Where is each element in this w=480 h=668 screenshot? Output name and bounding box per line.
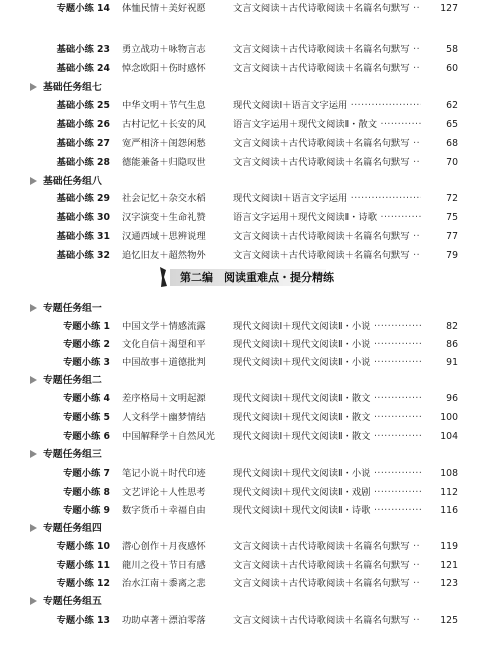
entry-description: 文言文阅读＋古代诗歌阅读＋名篇名句默写 ····· bbox=[233, 538, 422, 556]
entry-label: 基础小练 28 bbox=[56, 157, 110, 168]
entry-page-number: 86 bbox=[421, 336, 458, 354]
toc-entry[interactable] bbox=[0, 228, 480, 246]
entry-label: 专题小练 7 bbox=[63, 468, 110, 479]
entry-topic: 社会记忆＋杂交水稻 bbox=[122, 193, 206, 204]
entry-label: 基础小练 24 bbox=[56, 63, 110, 74]
entry-description: 现代文阅读Ⅰ＋现代文阅读Ⅱ・戏剧 ····· bbox=[233, 484, 422, 502]
entry-label: 专题小练 5 bbox=[63, 412, 110, 423]
brush-mark-icon bbox=[158, 266, 168, 288]
entry-topic: 体恤民情＋美好祝愿 bbox=[122, 3, 206, 14]
entry-page-number: 116 bbox=[421, 502, 458, 520]
entry-description: 文言文阅读＋古代诗歌阅读＋名篇名句默写 ····· bbox=[233, 612, 422, 630]
entry-topic: 悼念欧阳＋伤时感怀 bbox=[122, 63, 206, 74]
entry-description: 现代文阅读Ⅰ＋现代文阅读Ⅱ・散文 ····· bbox=[233, 409, 422, 427]
entry-topic: 差序格局＋文明起源 bbox=[122, 393, 206, 404]
entry-page-number: 104 bbox=[421, 428, 458, 446]
task-group-heading bbox=[30, 593, 102, 611]
entry-page-number: 75 bbox=[421, 209, 458, 227]
entry-topic: 人文科学＋幽梦情结 bbox=[122, 412, 206, 423]
toc-entry[interactable] bbox=[0, 612, 480, 630]
entry-label: 专题小练 3 bbox=[63, 357, 110, 368]
triangle-bullet-icon bbox=[30, 83, 37, 91]
entry-description: 文言文阅读＋古代诗歌阅读＋名篇名句默写 ····· bbox=[233, 557, 422, 575]
entry-description: 文言文阅读＋古代诗歌阅读＋名篇名句默写 ····· bbox=[233, 228, 422, 246]
entry-page-number: 91 bbox=[421, 354, 458, 372]
entry-label: 专题小练 2 bbox=[63, 339, 110, 350]
toc-entry[interactable] bbox=[0, 575, 480, 593]
triangle-bullet-icon bbox=[30, 376, 37, 384]
entry-label: 专题小练 11 bbox=[56, 560, 110, 571]
entry-label: 专题小练 9 bbox=[63, 505, 110, 516]
entry-page-number: 79 bbox=[421, 247, 458, 265]
task-group-title: 专题任务组三 bbox=[43, 449, 102, 460]
toc-entry[interactable] bbox=[0, 247, 480, 265]
toc-entry[interactable] bbox=[0, 318, 480, 336]
entry-description: 语言文字运用＋现代文阅读Ⅱ・散文 ····· bbox=[233, 116, 422, 134]
triangle-bullet-icon bbox=[30, 597, 37, 605]
task-group-heading bbox=[30, 173, 102, 191]
section-banner bbox=[158, 266, 334, 288]
entry-topic: 勇立战功＋咏物言志 bbox=[122, 44, 206, 55]
entry-label: 专题小练 6 bbox=[63, 431, 110, 442]
entry-description: 现代文阅读Ⅰ＋现代文阅读Ⅱ・小说 ····· bbox=[233, 336, 422, 354]
entry-description: 现代文阅读Ⅰ＋现代文阅读Ⅱ・小说 ····· bbox=[233, 465, 422, 483]
toc-entry[interactable] bbox=[0, 97, 480, 115]
triangle-bullet-icon bbox=[30, 524, 37, 532]
toc-entry[interactable] bbox=[0, 409, 480, 427]
entry-description: 现代文阅读Ⅰ＋语言文字运用 ····· bbox=[233, 97, 422, 115]
entry-description: 现代文阅读Ⅰ＋现代文阅读Ⅱ・诗歌 ····· bbox=[233, 502, 422, 520]
triangle-bullet-icon bbox=[30, 450, 37, 458]
triangle-bullet-icon bbox=[30, 177, 37, 185]
task-group-heading bbox=[30, 446, 102, 464]
entry-label: 基础小练 30 bbox=[56, 212, 110, 223]
entry-page-number: 123 bbox=[421, 575, 458, 593]
entry-label: 专题小练 8 bbox=[63, 487, 110, 498]
entry-label: 基础小练 32 bbox=[56, 250, 110, 261]
entry-page-number: 62 bbox=[421, 97, 458, 115]
entry-topic: 文化自信＋渴望和平 bbox=[122, 339, 206, 350]
entry-label: 基础小练 23 bbox=[56, 44, 110, 55]
task-group-title: 专题任务组二 bbox=[43, 375, 102, 386]
entry-topic: 中华文明＋节气生息 bbox=[122, 100, 206, 111]
entry-label: 基础小练 27 bbox=[56, 138, 110, 149]
toc-entry[interactable] bbox=[0, 116, 480, 134]
task-group-title: 专题任务组一 bbox=[43, 303, 102, 314]
entry-page-number: 100 bbox=[421, 409, 458, 427]
task-group-heading bbox=[30, 79, 102, 97]
entry-description: 语言文字运用＋现代文阅读Ⅱ・诗歌 ····· bbox=[233, 209, 422, 227]
entry-description: 文言文阅读＋古代诗歌阅读＋名篇名句默写 ····· bbox=[233, 41, 422, 59]
toc-entry[interactable] bbox=[0, 60, 480, 78]
entry-label: 基础小练 26 bbox=[56, 119, 110, 130]
task-group-title: 专题任务组四 bbox=[43, 523, 102, 534]
entry-description: 现代文阅读Ⅰ＋现代文阅读Ⅱ・小说 ····· bbox=[233, 318, 422, 336]
entry-description: 现代文阅读Ⅰ＋现代文阅读Ⅱ・散文 ····· bbox=[233, 390, 422, 408]
entry-topic: 治水江南＋黍离之悲 bbox=[122, 578, 206, 589]
entry-page-number: 68 bbox=[421, 135, 458, 153]
toc-entry[interactable] bbox=[0, 465, 480, 483]
toc-entry[interactable] bbox=[0, 209, 480, 227]
toc-entry[interactable] bbox=[0, 41, 480, 59]
entry-topic: 文艺评论＋人性思考 bbox=[122, 487, 206, 498]
entry-page-number: 58 bbox=[421, 41, 458, 59]
task-group-title: 专题任务组五 bbox=[43, 596, 102, 607]
triangle-bullet-icon bbox=[30, 304, 37, 312]
task-group-heading bbox=[30, 300, 102, 318]
toc-entry[interactable] bbox=[0, 336, 480, 354]
entry-page-number: 65 bbox=[421, 116, 458, 134]
toc-entry[interactable] bbox=[0, 190, 480, 208]
entry-page-number: 112 bbox=[421, 484, 458, 502]
entry-page-number: 121 bbox=[421, 557, 458, 575]
entry-label: 基础小练 25 bbox=[56, 100, 110, 111]
entry-page-number: 108 bbox=[421, 465, 458, 483]
entry-topic: 功助卓著＋漂泊零落 bbox=[122, 615, 206, 626]
entry-page-number: 125 bbox=[421, 612, 458, 630]
entry-description: 文言文阅读＋古代诗歌阅读＋名篇名句默写 ····· bbox=[233, 154, 422, 172]
toc-entry[interactable] bbox=[0, 502, 480, 520]
entry-description: 现代文阅读Ⅰ＋语言文字运用 ····· bbox=[233, 190, 422, 208]
toc-entry[interactable] bbox=[0, 390, 480, 408]
entry-page-number: 119 bbox=[421, 538, 458, 556]
entry-description: 文言文阅读＋古代诗歌阅读＋名篇名句默写 ····· bbox=[233, 575, 422, 593]
entry-topic: 德能兼备＋归隐叹世 bbox=[122, 157, 206, 168]
toc-entry[interactable] bbox=[0, 484, 480, 502]
entry-description: 现代文阅读Ⅰ＋现代文阅读Ⅱ・小说 ····· bbox=[233, 354, 422, 372]
entry-description: 文言文阅读＋古代诗歌阅读＋名篇名句默写 ····· bbox=[233, 247, 422, 265]
entry-label: 专题小练 12 bbox=[56, 578, 110, 589]
entry-page-number: 70 bbox=[421, 154, 458, 172]
entry-topic: 潜心创作＋月夜感怀 bbox=[122, 541, 206, 552]
entry-description: 文言文阅读＋古代诗歌阅读＋名篇名句默写 ····· bbox=[233, 60, 422, 78]
toc-entry[interactable] bbox=[0, 428, 480, 446]
task-group-title: 基础任务组七 bbox=[43, 82, 102, 93]
entry-topic: 汉通西域＋思辨说理 bbox=[122, 231, 206, 242]
entry-label: 专题小练 14 bbox=[56, 3, 110, 14]
entry-topic: 汉字演变＋生命礼赞 bbox=[122, 212, 206, 223]
entry-topic: 数字货币＋幸福自由 bbox=[122, 505, 206, 516]
entry-label: 专题小练 13 bbox=[56, 615, 110, 626]
entry-description: 文言文阅读＋古代诗歌阅读＋名篇名句默写 ····· bbox=[233, 135, 422, 153]
toc-entry[interactable] bbox=[0, 538, 480, 556]
entry-label: 专题小练 10 bbox=[56, 541, 110, 552]
task-group-title: 基础任务组八 bbox=[43, 176, 102, 187]
entry-label: 基础小练 29 bbox=[56, 193, 110, 204]
entry-page-number: 127 bbox=[421, 0, 458, 18]
entry-topic: 笔记小说＋时代印迹 bbox=[122, 468, 206, 479]
entry-page-number: 96 bbox=[421, 390, 458, 408]
entry-page-number: 72 bbox=[421, 190, 458, 208]
task-group-heading bbox=[30, 372, 102, 390]
entry-label: 专题小练 4 bbox=[63, 393, 110, 404]
toc-entry[interactable] bbox=[0, 0, 480, 18]
entry-page-number: 82 bbox=[421, 318, 458, 336]
entry-topic: 中国故事＋道德批判 bbox=[122, 357, 206, 368]
entry-topic: 中国文学＋情感流露 bbox=[122, 321, 206, 332]
toc-entry[interactable] bbox=[0, 154, 480, 172]
entry-page-number: 77 bbox=[421, 228, 458, 246]
toc-entry[interactable] bbox=[0, 557, 480, 575]
entry-topic: 中国解释学＋自然风光 bbox=[122, 431, 215, 442]
entry-topic: 古村记忆＋长安的风 bbox=[122, 119, 206, 130]
entry-label: 专题小练 1 bbox=[63, 321, 110, 332]
entry-page-number: 60 bbox=[421, 60, 458, 78]
entry-topic: 宽严相济＋闺怨闲愁 bbox=[122, 138, 206, 149]
section-title: 第二编 阅读重难点・提分精练 bbox=[180, 271, 334, 284]
toc-entry[interactable] bbox=[0, 354, 480, 372]
toc-entry[interactable] bbox=[0, 135, 480, 153]
task-group-heading bbox=[30, 520, 102, 538]
entry-description: 文言文阅读＋古代诗歌阅读＋名篇名句默写 ····· bbox=[233, 0, 422, 18]
entry-topic: 龍川之役＋节日有感 bbox=[122, 560, 206, 571]
entry-description: 现代文阅读Ⅰ＋现代文阅读Ⅱ・散文 ····· bbox=[233, 428, 422, 446]
entry-topic: 追忆旧友＋超然物外 bbox=[122, 250, 206, 261]
entry-label: 基础小练 31 bbox=[56, 231, 110, 242]
